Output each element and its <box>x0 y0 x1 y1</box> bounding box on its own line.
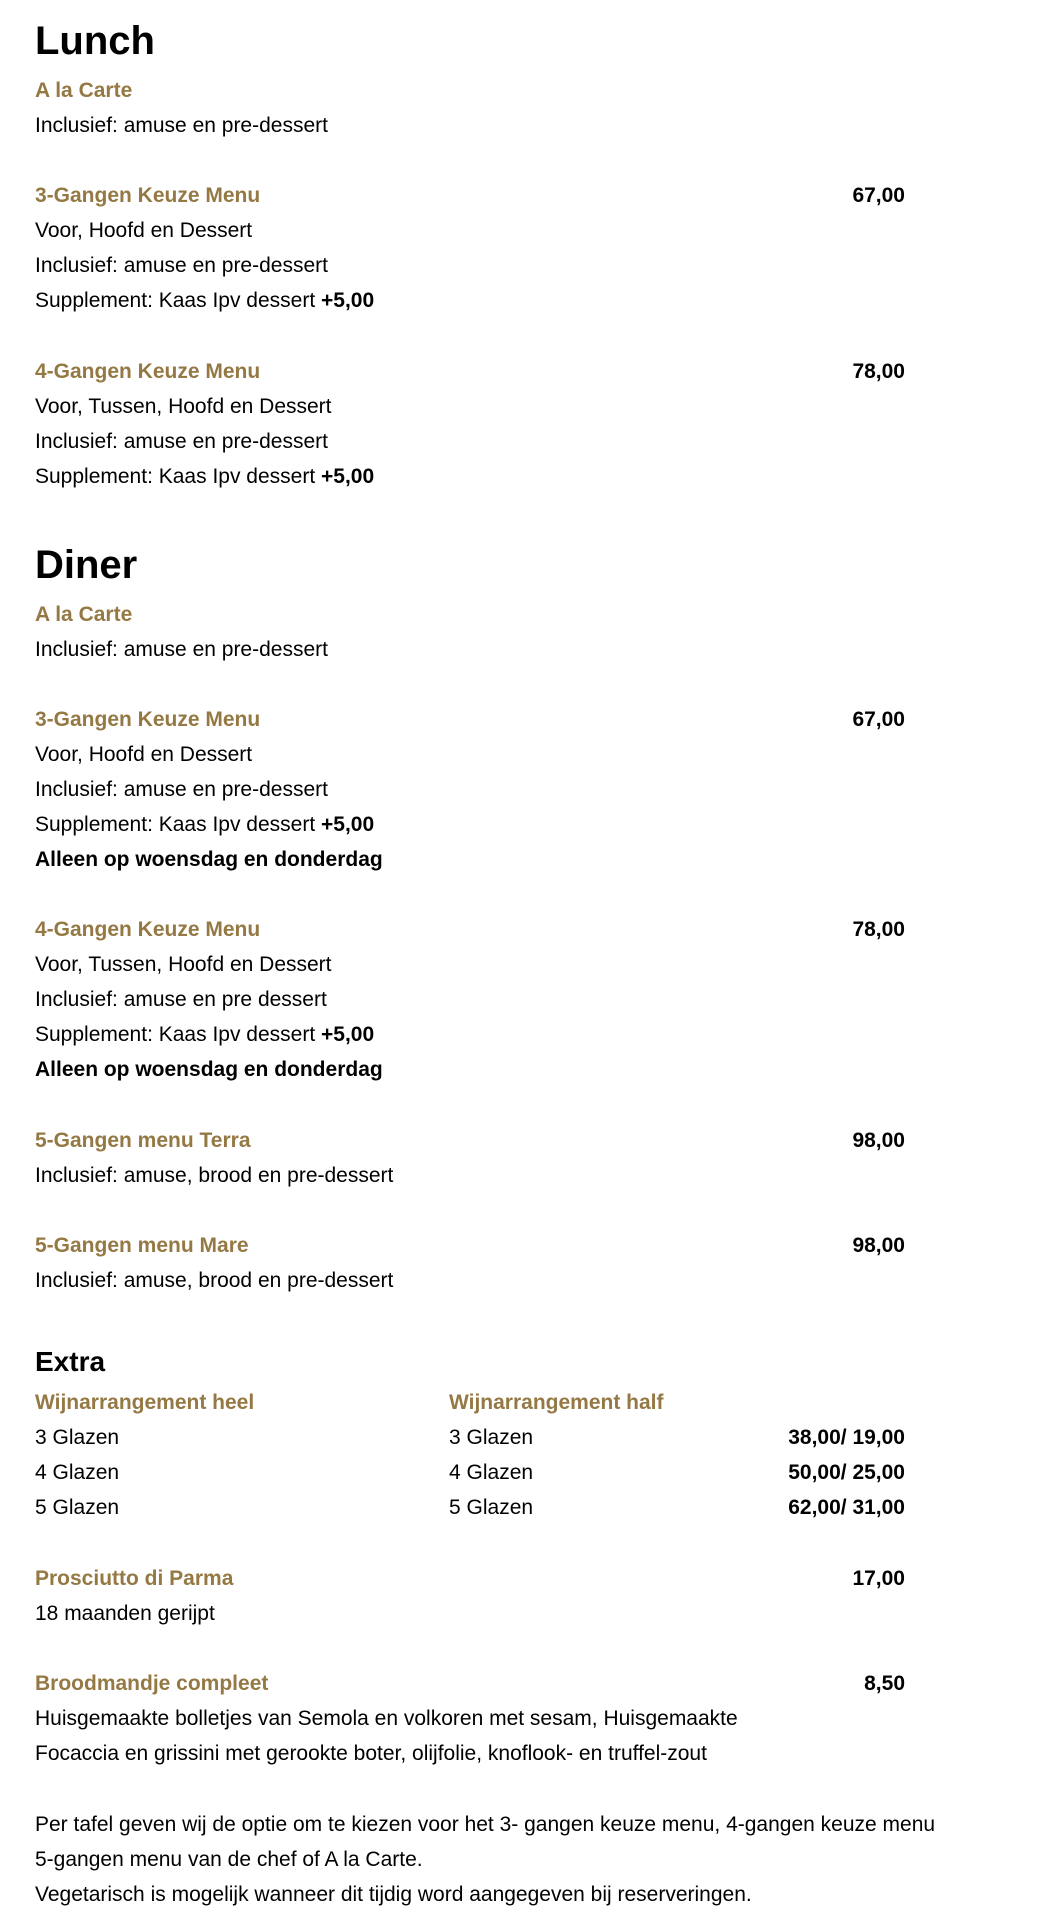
diner-mare-name: 5-Gangen menu Mare <box>35 1234 249 1257</box>
diner-menu4-supplement <box>35 1022 374 1048</box>
lunch-menu4-line2: Inclusief: amuse en pre-dessert <box>35 430 328 453</box>
lunch-menu4-name: 4-Gangen Keuze Menu <box>35 360 261 383</box>
supplement-price: +5,00 <box>321 289 375 312</box>
diner-menu3-line1: Voor, Hoofd en Dessert <box>35 743 253 766</box>
diner-menu3-line2: Inclusief: amuse en pre-dessert <box>35 778 328 801</box>
diner-menu3-supplement <box>35 812 374 838</box>
supplement-text: Supplement: Kaas Ipv dessert <box>35 1023 321 1046</box>
prosciutto-desc: 18 maanden gerijpt <box>35 1602 215 1625</box>
diner-menu3-note: Alleen op woensdag en donderdag <box>35 848 383 871</box>
lunch-menu3-supplement <box>35 288 374 314</box>
supplement-price: +5,00 <box>321 813 375 836</box>
diner-terra-desc: Inclusief: amuse, brood en pre-dessert <box>35 1164 394 1187</box>
diner-mare-price: 98,00 <box>852 1234 905 1257</box>
wine-row-mid: 4 Glazen <box>449 1461 534 1484</box>
lunch-alacarte-desc: Inclusief: amuse en pre-dessert <box>35 114 328 137</box>
lunch-menu4-supplement <box>35 464 374 490</box>
lunch-menu3-name: 3-Gangen Keuze Menu <box>35 184 261 207</box>
wine-half-heading: Wijnarrangement half <box>449 1391 664 1414</box>
diner-alacarte-desc: Inclusief: amuse en pre-dessert <box>35 638 328 661</box>
brood-price: 8,50 <box>864 1672 905 1695</box>
wine-row-price: 62,00/ 31,00 <box>788 1496 905 1519</box>
diner-menu4-price: 78,00 <box>852 918 905 941</box>
footer-line1: Per tafel geven wij de optie om te kiezen voor het 3- gangen keuze menu, 4-gangen keuze menu <box>35 1813 936 1836</box>
diner-menu4-line1: Voor, Tussen, Hoofd en Dessert <box>35 953 332 976</box>
supplement-text: Supplement: Kaas Ipv dessert <box>35 289 321 312</box>
lunch-title: Lunch <box>35 19 155 63</box>
wine-row-price: 38,00/ 19,00 <box>788 1426 905 1449</box>
supplement-price: +5,00 <box>321 1023 375 1046</box>
diner-terra-name: 5-Gangen menu Terra <box>35 1129 251 1152</box>
lunch-menu3-price: 67,00 <box>852 184 905 207</box>
lunch-alacarte-name: A la Carte <box>35 79 133 102</box>
wine-row-mid: 3 Glazen <box>449 1426 534 1449</box>
lunch-menu3-line2: Inclusief: amuse en pre-dessert <box>35 254 328 277</box>
prosciutto-name: Prosciutto di Parma <box>35 1567 234 1590</box>
supplement-text: Supplement: Kaas Ipv dessert <box>35 465 321 488</box>
lunch-menu4-price: 78,00 <box>852 360 905 383</box>
brood-line2: Focaccia en grissini met gerookte boter, olijfolie, knoflook- en truffel-zout <box>35 1742 707 1765</box>
prosciutto-price: 17,00 <box>852 1567 905 1590</box>
brood-line1: Huisgemaakte bolletjes van Semola en volkoren met sesam, Huisgemaakte <box>35 1707 738 1730</box>
diner-menu3-price: 67,00 <box>852 708 905 731</box>
extra-title: Extra <box>35 1346 106 1377</box>
supplement-price: +5,00 <box>321 465 375 488</box>
footer-line3: Vegetarisch is mogelijk wanneer dit tijdig word aangegeven bij reserveringen. <box>35 1883 752 1906</box>
wine-row-price: 50,00/ 25,00 <box>788 1461 905 1484</box>
wine-full-heading: Wijnarrangement heel <box>35 1391 255 1414</box>
diner-menu4-line2: Inclusief: amuse en pre dessert <box>35 988 327 1011</box>
diner-menu3-name: 3-Gangen Keuze Menu <box>35 708 261 731</box>
diner-mare-desc: Inclusief: amuse, brood en pre-dessert <box>35 1269 394 1292</box>
footer-line2: 5-gangen menu van de chef of A la Carte. <box>35 1848 423 1871</box>
lunch-menu3-line1: Voor, Hoofd en Dessert <box>35 219 253 242</box>
diner-menu4-note: Alleen op woensdag en donderdag <box>35 1058 383 1081</box>
diner-terra-price: 98,00 <box>852 1129 905 1152</box>
wine-row-left: 4 Glazen <box>35 1461 120 1484</box>
supplement-text: Supplement: Kaas Ipv dessert <box>35 813 321 836</box>
wine-row-left: 5 Glazen <box>35 1496 120 1519</box>
diner-title: Diner <box>35 543 138 587</box>
diner-menu4-name: 4-Gangen Keuze Menu <box>35 918 261 941</box>
wine-row-left: 3 Glazen <box>35 1426 120 1449</box>
brood-name: Broodmandje compleet <box>35 1672 269 1695</box>
diner-alacarte-name: A la Carte <box>35 603 133 626</box>
lunch-menu4-line1: Voor, Tussen, Hoofd en Dessert <box>35 395 332 418</box>
wine-row-mid: 5 Glazen <box>449 1496 534 1519</box>
